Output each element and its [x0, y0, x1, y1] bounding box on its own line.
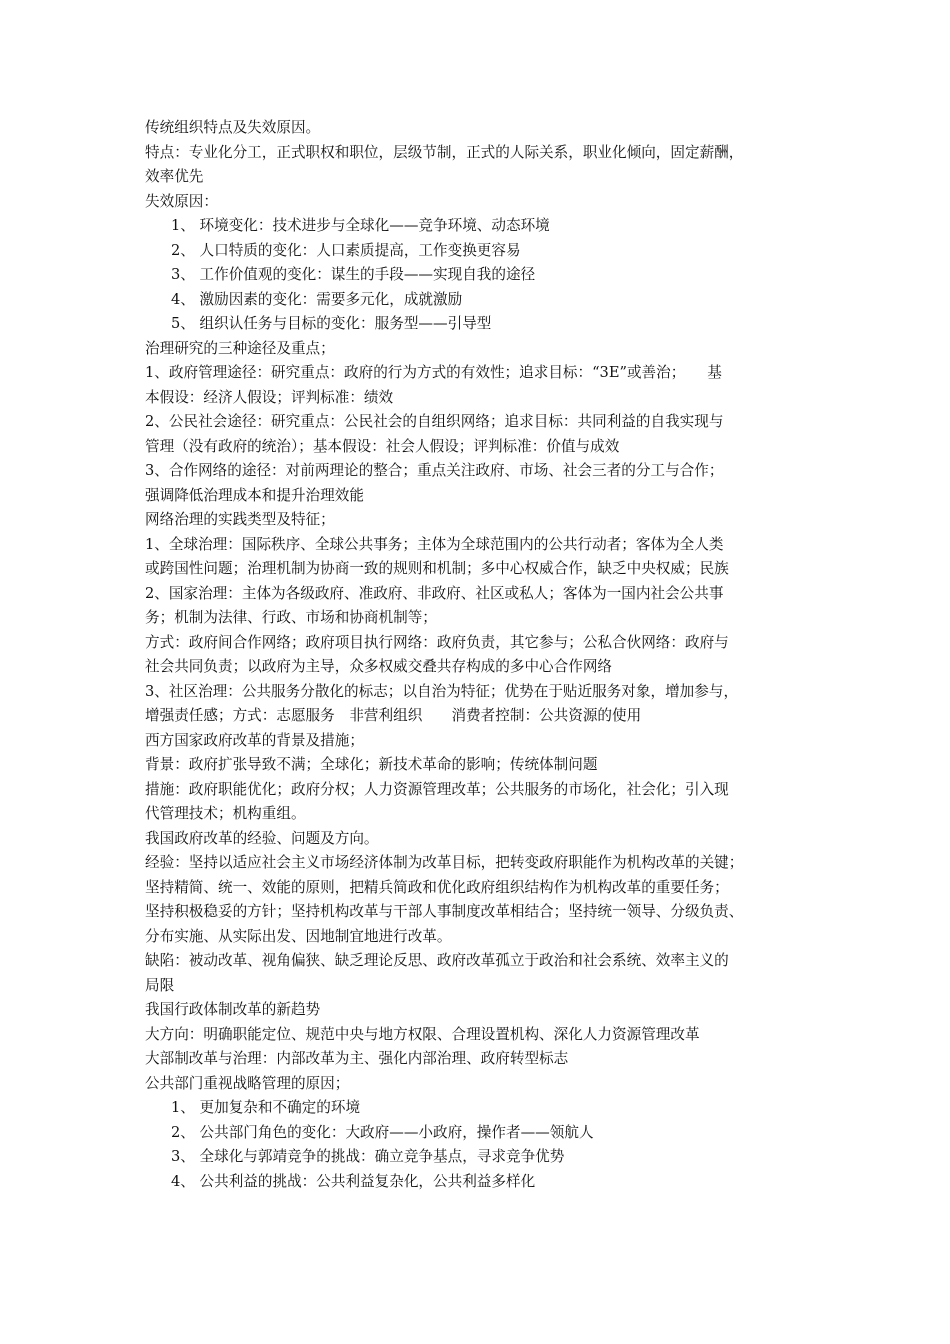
list-item: 5、 组织认任务与目标的变化：服务型——引导型	[171, 315, 492, 332]
list-item: 2、 公共部门角色的变化：大政府——小政府，操作者——领航人	[171, 1123, 594, 1141]
text-line: 分布实施、从实际出发、因地制宜地进行改革。	[145, 927, 452, 945]
text-line: 西方国家政府改革的背景及措施；	[145, 731, 364, 749]
text-line: 大部制改革与治理：内部改革为主、强化内部治理、政府转型标志	[145, 1050, 569, 1067]
text-line: 方式：政府间合作网络；政府项目执行网络：政府负责，其它参与；公私合伙网络：政府与	[145, 633, 729, 651]
text-line: 失效原因：	[145, 192, 218, 210]
text-line: 局限	[145, 976, 175, 994]
list-item: 3、 全球化与郭靖竞争的挑战：确立竞争基点，寻求竞争优势	[171, 1148, 565, 1165]
text-line: 背景：政府扩张导致不满；全球化；新技术革命的影响；传统体制问题	[145, 756, 598, 773]
text-line: 网络治理的实践类型及特征；	[145, 511, 335, 528]
text-line: 3、合作网络的途径：对前两理论的整合；重点关注政府、市场、社会三者的分工与合作；	[145, 462, 724, 479]
text-line: 本假设：经济人假设；评判标准：绩效	[145, 388, 394, 406]
text-line: 缺陷：被动改革、视角偏狭、缺乏理论反思、政府改革孤立于政治和社会系统、效率主义的	[145, 952, 729, 969]
list-item: 4、 公共利益的挑战：公共利益复杂化，公共利益多样化	[171, 1172, 536, 1190]
text-line: 坚持精简、统一、效能的原则，把精兵简政和优化政府组织结构作为机构改革的重要任务；	[145, 878, 729, 896]
text-line: 1、全球治理：国际秩序、全球公共事务；主体为全球范围内的公共行动者；客体为全人类	[145, 535, 724, 553]
list-item: 3、 工作价值观的变化：谋生的手段——实现自我的途径	[171, 266, 536, 283]
text-line: 传统组织特点及失效原因。	[145, 119, 321, 136]
text-line: 2、国家治理：主体为各级政府、准政府、非政府、社区或私人；客体为一国内社会公共事	[145, 584, 724, 602]
text-line: 社会共同负责；以政府为主导，众多权威交叠共存构成的多中心合作网络	[145, 658, 613, 675]
text-line: 我国政府改革的经验、问题及方向。	[145, 829, 379, 847]
list-item: 4、 激励因素的变化：需要多元化，成就激励	[171, 290, 463, 308]
text-line: 大方向：明确职能定位、规范中央与地方权限、合理设置机构、深化人力资源管理改革	[145, 1025, 700, 1043]
text-line: 坚持积极稳妥的方针；坚持机构改革与干部人事制度改革相结合；坚持统一领导、分级负责、	[145, 903, 744, 920]
list-item: 2、 人口特质的变化：人口素质提高，工作变换更容易	[171, 241, 521, 259]
text-line: 措施：政府职能优化；政府分权；人力资源管理改革；公共服务的市场化，社会化；引入现	[145, 780, 729, 798]
text-line: 经验：坚持以适应社会主义市场经济体制为改革目标，把转变政府职能作为机构改革的关键；	[145, 854, 744, 871]
text-line: 3、社区治理：公共服务分散化的标志；以自治为特征；优势在于贴近服务对象，增加参与，	[145, 682, 739, 700]
text-line: 2、公民社会途径：研究重点：公民社会的自组织网络；追求目标：共同利益的自我实现与	[145, 413, 724, 430]
text-line: 特点：专业化分工，正式职权和职位，层级节制，正式的人际关系，职业化倾向，固定薪酬，	[145, 143, 744, 161]
text-line: 效率优先	[145, 168, 204, 185]
text-line: 增强责任感；方式：志愿服务 非营利组织 消费者控制：公共资源的使用	[145, 707, 642, 724]
text-line: 强调降低治理成本和提升治理效能	[145, 486, 364, 504]
text-line: 1、政府管理途径：研究重点：政府的行为方式的有效性；追求目标：“3E”或善治； 基	[145, 364, 722, 381]
list-item: 1、 环境变化：技术进步与全球化——竞争环境、动态环境	[171, 217, 550, 234]
text-line: 务；机制为法律、行政、市场和协商机制等；	[145, 609, 437, 626]
text-line: 我国行政体制改革的新趋势	[145, 1001, 321, 1018]
text-line: 代管理技术；机构重组。	[145, 805, 306, 822]
list-item: 1、 更加复杂和不确定的环境	[171, 1099, 361, 1116]
text-line: 公共部门重视战略管理的原因；	[145, 1074, 350, 1092]
text-line: 管理（没有政府的统治）；基本假设：社会人假设；评判标准：价值与成效	[145, 437, 620, 455]
text-line: 治理研究的三种途径及重点；	[145, 339, 335, 357]
text-line: 或跨国性问题；治理机制为协商一致的规则和机制；多中心权威合作，缺乏中央权威；民族	[145, 560, 729, 577]
document-body	[145, 116, 810, 1194]
